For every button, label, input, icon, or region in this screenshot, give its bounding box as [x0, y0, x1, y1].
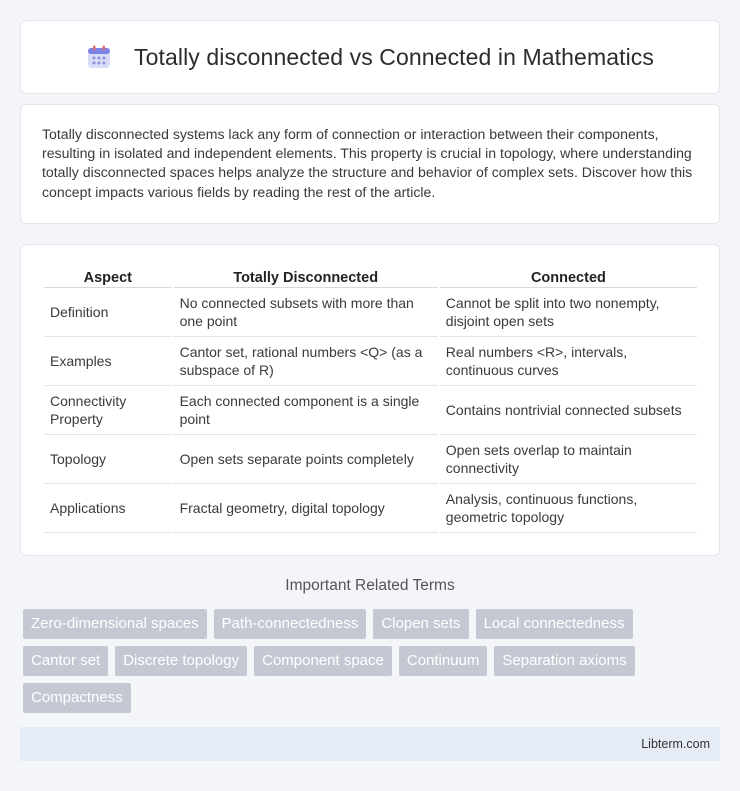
- column-header-totally-disconnected: Totally Disconnected: [174, 266, 438, 288]
- table-header-row: [44, 266, 697, 288]
- table-cell: Cantor set, rational numbers <Q> (as a subspace of R): [174, 337, 438, 386]
- table-cell: Contains nontrivial connected subsets: [440, 386, 697, 435]
- related-terms-tags: [23, 609, 703, 713]
- table-cell: Open sets separate points completely: [174, 435, 438, 484]
- table-cell: No connected subsets with more than one point: [174, 288, 438, 337]
- footer-site-link[interactable]: Libterm.com: [641, 737, 710, 751]
- tag-local-connectedness[interactable]: Local connectedness: [476, 609, 633, 639]
- tag-separation-axioms[interactable]: Separation axioms: [494, 646, 634, 676]
- table-cell: Examples: [44, 337, 172, 386]
- intro-card: [20, 104, 720, 224]
- table-cell: Fractal geometry, digital topology: [174, 484, 438, 533]
- table-cell: Cannot be split into two nonempty, disjoint open sets: [440, 288, 697, 337]
- calendar-icon: [86, 44, 112, 70]
- table-cell: Real numbers <R>, intervals, continuous curves: [440, 337, 697, 386]
- table-row: [44, 386, 697, 435]
- table-row: [44, 435, 697, 484]
- header-card: [20, 20, 720, 94]
- column-header-connected: Connected: [440, 266, 697, 288]
- tag-zero-dimensional-spaces[interactable]: Zero-dimensional spaces: [23, 609, 207, 639]
- tag-cantor-set[interactable]: Cantor set: [23, 646, 108, 676]
- tag-compactness[interactable]: Compactness: [23, 683, 131, 713]
- tag-continuum[interactable]: Continuum: [399, 646, 488, 676]
- table-row: [44, 337, 697, 386]
- comparison-table-card: [20, 244, 720, 556]
- table-cell: Analysis, continuous functions, geometric topology: [440, 484, 697, 533]
- table-row: [44, 484, 697, 533]
- tag-discrete-topology[interactable]: Discrete topology: [115, 646, 247, 676]
- page-title: Totally disconnected vs Connected in Mathematics: [133, 43, 654, 70]
- tag-path-connectedness[interactable]: Path-connectedness: [214, 609, 367, 639]
- tag-clopen-sets[interactable]: Clopen sets: [373, 609, 468, 639]
- tag-component-space[interactable]: Component space: [254, 646, 392, 676]
- table-cell: Topology: [44, 435, 172, 484]
- intro-text: Totally disconnected systems lack any form of connection or interaction between their components, resulting in isolated and independent elements. This property is crucial in topology, where understanding totally disconnected spaces helps analyze the structure and behavior of complex sets. Discover how this concept impacts various fields by reading the rest of the article.: [42, 126, 693, 200]
- title-wrap: [86, 44, 654, 71]
- table-cell: Connectivity Property: [44, 386, 172, 435]
- column-header-aspect: Aspect: [44, 266, 172, 288]
- table-row: [44, 288, 697, 337]
- table-cell: Definition: [44, 288, 172, 337]
- table-cell: Open sets overlap to maintain connectivity: [440, 435, 697, 484]
- table-cell: Each connected component is a single point: [174, 386, 438, 435]
- table-cell: Applications: [44, 484, 172, 533]
- footer: [20, 727, 720, 761]
- comparison-table: [42, 266, 699, 533]
- related-terms-title: Important Related Terms: [285, 577, 455, 594]
